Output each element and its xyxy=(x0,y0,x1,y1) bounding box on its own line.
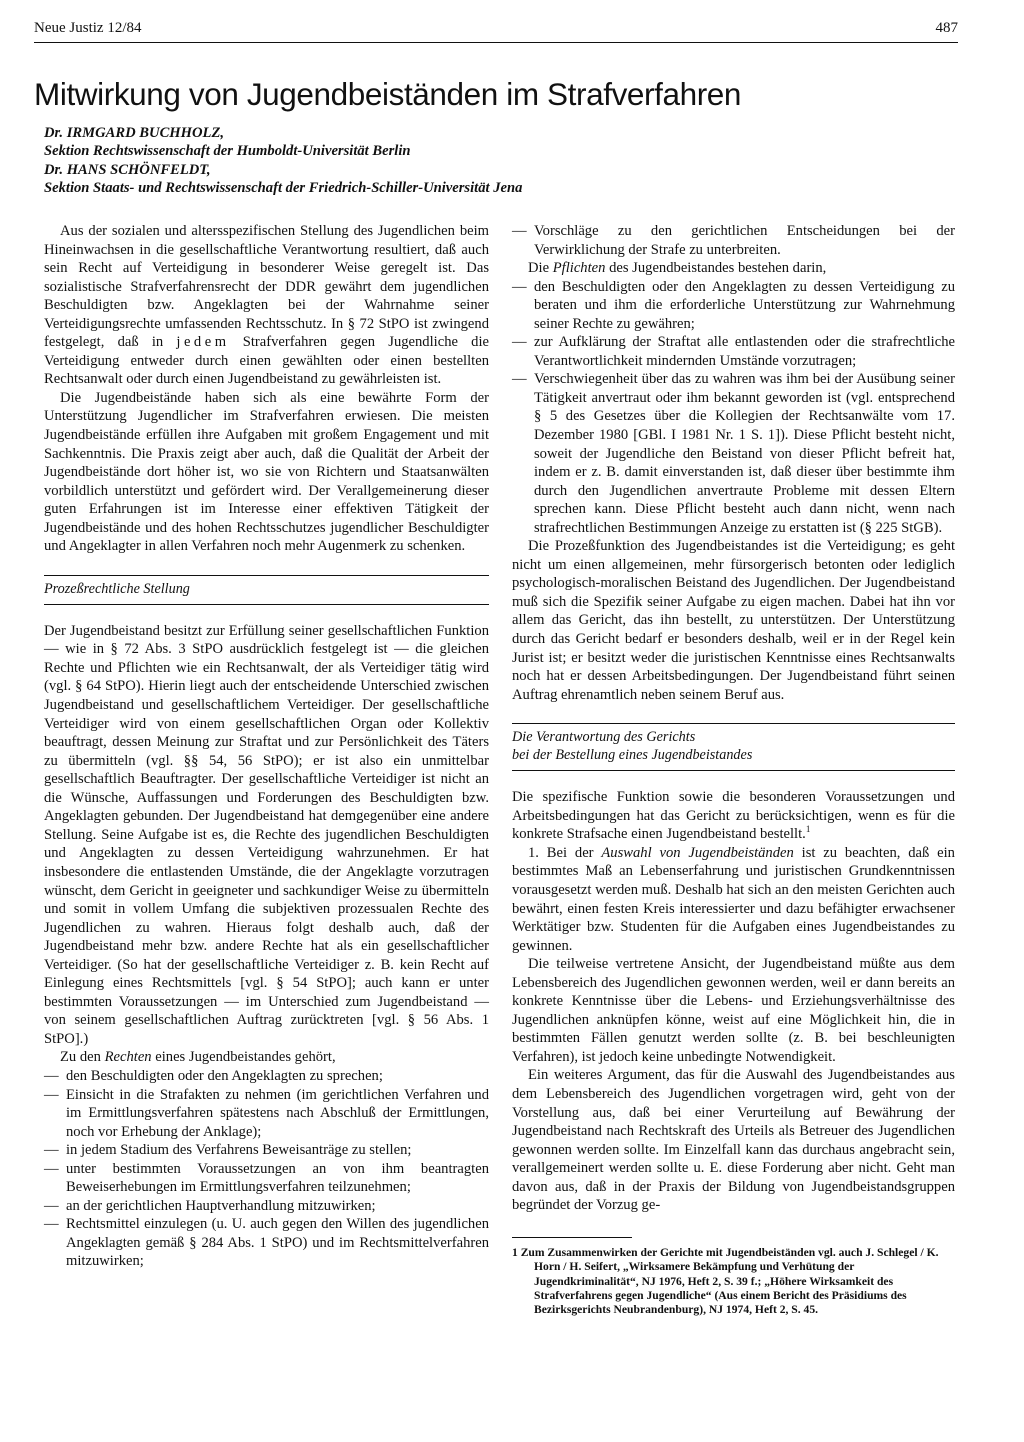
rights-list-item: — Vorschläge zu den gerichtlichen Entscheidungen bei der Verwirklichung der Strafe zu unterbreiten. xyxy=(512,222,955,259)
header-rule xyxy=(34,42,958,43)
court-paragraph-4: Ein weiteres Argument, das für die Auswahl des Jugendbeistandes aus dem Lebensbereich des Jugendlichen vorgetragen wird, geht von der Vorstellung aus, daß bei einer Verurteilung auf Bewährung der Jugendbeistand nach Rechtskraft des Urteils als Betreuer des Jugendlichen gewonnen werden sollte. Im Einzelfall kann das durchaus angebracht sein, verallgemeinert werden sollte u. E. diese Forderung aber nicht. Geht man davon aus, daß in der Praxis der Bildung von Jugendbeistandsgruppen begründet der Vorzug ge- xyxy=(512,1067,955,1214)
right-column xyxy=(512,222,955,1318)
page-number: 487 xyxy=(935,20,958,36)
spaced-emphasis: jedem xyxy=(176,334,230,351)
footnote-1: 1 Zum Zusammenwirken der Gerichte mit Jugendbeiständen vgl. auch J. Schlegel / K. Horn / H. Seifert, „Wirksamere Bekämpfung und Verhütung der Jugendkriminalität“, NJ 1976, Heft 2, S. 39 f.; „Höhere Wirksamkeit des Strafverfahrens gegen Jugendliche“ (Aus einem Bericht des Präsidiums des Bezirksgerichts Neubrandenburg), NJ 1974, Heft 2, S. 45. xyxy=(512,1245,939,1317)
author-1-name: Dr. IRMGARD BUCHHOLZ, xyxy=(44,125,225,141)
duties-list-item: — zur Aufklärung der Straftat alle entlastenden oder die strafrechtliche Verantwortlichkeit mindernden Umstände vorzutragen; xyxy=(512,333,955,370)
rights-list-item: — an der gerichtlichen Hauptverhandlung mitzuwirken; xyxy=(44,1197,489,1216)
court-paragraph-2: 1. Bei der Auswahl von Jugendbeiständen ist zu beachten, daß ein bestimmtes Maß an Lebenserfahrung und juristischen Grundkenntnissen vorausgesetzt werden muß. Deshalb hat sich an den meisten Gerichten auch bewährt, einen festen Kreis interessierter und dazu befähigter erwachsener Werktätiger bzw. Studenten für die Aufgaben eines Jugendbeistandes zu gewinnen. xyxy=(512,844,955,954)
author-block xyxy=(44,124,522,198)
rights-intro: Zu den Rechten eines Jugendbeistandes gehört, xyxy=(60,1049,336,1066)
author-2-name: Dr. HANS SCHÖNFELDT, xyxy=(44,161,211,178)
intro-paragraph-1: Aus der sozialen und altersspezifischen Stellung des Jugendlichen beim Hineinwachsen in die gesellschaftliche Verantwortung resultiert, daß auch sein Recht auf Verteidigung in besonderer Weise geregelt ist. Das sozialistische Strafverfahrensrecht der DDR gewährt dem jugendlichen Beschuldigten bzw. Angeklagten bei der Wahrnahme seiner Verteidigungsrechte umfassenden Rechtsschutz. In § 72 StPO ist zwingend festgelegt, daß in jedem Strafverfahren gegen Jugendliche die Verteidigung entweder durch einen gewählten oder einen bestellten Rechtsanwalt oder durch einen Jugendbeistand zu gewährleisten ist. xyxy=(44,223,489,388)
duties-list-item: — den Beschuldigten oder den Angeklagten zu dessen Verteidigung zu beraten und ihm die erforderliche Unterstützung zur Wahrnehmung seiner Rechte zu gewähren; xyxy=(512,278,955,334)
duties-list-item: — Verschwiegenheit über das zu wahren was ihm bei der Ausübung seiner Tätigkeit anvertraut oder ihm bekannt geworden ist (vgl. entsprechend § 5 des Gesetzes über die Kollegien der Rechtsanwälte vom 17. Dezember 1980 [GBl. I 1981 Nr. 1 S. 1]). Diese Pflicht besteht nicht, soweit der Jugendliche den Beistand von dieser Pflicht befreit hat, indem er z. B. damit einverstanden ist, daß dieser über bestimmte ihm durch den Jugendlichen anvertraute Probleme mit dessen Eltern sprechen kann. Diese Pflicht besteht auch dann nicht, wenn nach strafrechtlichen Bestimmungen Anzeige zu erstatten ist (§ 225 StGB). xyxy=(512,370,955,537)
procedural-paragraph: Der Jugendbeistand besitzt zur Erfüllung seiner gesellschaftlichen Funktion — wie in § 72 Abs. 3 StPO ausdrücklich festgelegt ist — die gleichen Rechte und Pflichten wie ein Rechtsanwalt, der als Verteidiger tätig wird (vgl. § 64 StPO). Hierin liegt auch der entscheidende Unterschied zwischen Jugendbeistand und gesellschaftlichem Verteidiger. Der gesellschaftliche Verteidiger wird von einem gesellschaftlichen Organ oder Kollektiv beauftragt, dessen Meinung zur Straftat und zur Persönlichkeit des Täters zu übermitteln (vgl. §§ 54, 56 StPO); er ist also ein unmittelbar gesellschaftlich Beauftragter. Der gesellschaftliche Verteidiger ist nicht an die Wünsche, Auffassungen und Forderungen des Beschuldigten bzw. Angeklagten gebunden. Der Jugendbeistand hat demgegenüber eine andere Stellung. Seine Aufgabe ist es, die Rechte des jugendlichen Beschuldigten und Angeklagten zu dessen Verteidigung wahrzunehmen. Er hat insbesondere die entlastenden Umstände, die der Angeklagte vorzutragen wünscht, dem Gericht in geeigneter und sachkundiger Weise zu übermitteln und somit in vollem Umfang die subjektiven prozessualen Rechte des Jugendlichen zu wahren. Hieraus folgt deshalb auch, daß der Jugendbeistand mehr bzw. andere Rechte hat als ein gesellschaftlicher Verteidiger. (So hat der gesellschaftliche Verteidiger z. B. kein Recht auf Einlegung eines Rechtsmittels [vgl. § 54 StPO]; auch kann er unter bestimmten Voraussetzungen — im Unterschied zum Jugendbeistand — von seinem gesellschaftlichen Auftrag zurücktreten [vgl. § 56 Abs. 1 StPO].) xyxy=(44,622,489,1047)
rights-list-item: — unter bestimmten Voraussetzungen an von ihm beantragten Beweiserhebungen im Ermittlungsverfahren teilzunehmen; xyxy=(44,1160,489,1197)
journal-issue: Neue Justiz 12/84 xyxy=(34,20,142,36)
rights-list-item: — Rechtsmittel einzulegen (u. U. auch gegen den Willen des jugendlichen Angeklagten gemäß § 284 Abs. 1 StPO) und im Rechtsmittelverfahren mitzuwirken; xyxy=(44,1215,489,1271)
court-paragraph-3: Die teilweise vertretene Ansicht, der Jugendbeistand müßte aus dem Lebensbereich des Jugendlichen gewonnen werden, weil er dann bereits an konkrete Kenntnisse über die Lebens- und Erziehungsverhältnisse des Jugendlichen anknüpfen könne, weist auf eine Möglichkeit hin, die in bestimmten Fällen genutzt werden sollte (z. B. bei beschleunigten Verfahren), ist jedoch keine unbedingte Notwendigkeit. xyxy=(512,956,955,1065)
section-heading-court-responsibility: Die Verantwortung des Gerichts bei der Bestellung eines Jugendbeistandes xyxy=(512,723,955,771)
left-column xyxy=(44,222,489,1271)
footnote-marker: 1 xyxy=(805,824,811,835)
rights-list-item: — Einsicht in die Strafakten zu nehmen (im gerichtlichen Verfahren und im Ermittlungsverfahren spätestens nach Abschluß der Ermittlungen, noch vor Erhebung der Anklage); xyxy=(44,1086,489,1142)
section-heading-procedural: Prozeßrechtliche Stellung xyxy=(44,575,489,605)
intro-paragraph-2: Die Jugendbeistände haben sich als eine bewährte Form der Unterstützung Jugendlicher im Strafverfahren erwiesen. Die meisten Jugendbeistände erfüllen ihre Aufgaben mit großem Engagement und mit Sachkenntnis. Die Praxis zeigt aber auch, daß die Qualität der Arbeit der Jugendbeistände dort höher ist, wo sie von Richtern und Staatsanwälten vorbildlich unterstützt und gefördert wird. Der Verallgemeinerung dieser guten Erfahrungen ist im Interesse einer effektiven Tätigkeit der Jugendbeistände und des hohen Rechtsschutzes jugendlicher Beschuldigter und Angeklagter in allen Verfahren noch mehr Augenmerk zu schenken. xyxy=(44,389,489,555)
article-title: Mitwirkung von Jugendbeiständen im Strafverfahren xyxy=(34,76,742,112)
author-1-affiliation: Sektion Rechtswissenschaft der Humboldt-Universität Berlin xyxy=(44,143,411,160)
court-paragraph-1: Die spezifische Funktion sowie die besonderen Voraussetzungen und Arbeitsbedingungen hat das Gericht zu berücksichtigen, wenn es für die konkrete Strafsache einen Jugendbeistand bestellt.$^1$ xyxy=(512,789,955,843)
author-2-affiliation: Sektion Staats- und Rechtswissenschaft der Friedrich-Schiller-Universität Jena xyxy=(44,180,523,197)
rights-list-item: — den Beschuldigten oder den Angeklagten zu sprechen; xyxy=(44,1067,489,1086)
duties-intro: Die Pflichten des Jugendbeistandes bestehen darin, xyxy=(528,260,827,277)
footnote-rule xyxy=(512,1237,632,1238)
rights-list-item: — in jedem Stadium des Verfahrens Beweisanträge zu stellen; xyxy=(44,1141,489,1160)
process-function-paragraph: Die Prozeßfunktion des Jugendbeistandes ist die Verteidigung; es geht nicht um einen allgemeinen, mehr fürsorgerisch betonten oder lediglich psychologisch-moralischen Beistand des Jugendlichen. Der Jugendbeistand muß sich die Spezifik seiner Aufgabe zu eigen machen. Dabei hat ihn vor allem das Gericht, das ihn bestellt, zu unterstützen. Der Unterstützung durch das Gericht bedarf er besonders deshalb, weil er in der Regel kein Jurist ist; er besitzt weder die juristischen Kenntnisse eines Rechtsanwalts noch hat er dessen Arbeitsbedingungen. Der Jugendbeistand führt seinen Auftrag ehrenamtlich neben seinem Beruf aus. xyxy=(512,538,955,703)
